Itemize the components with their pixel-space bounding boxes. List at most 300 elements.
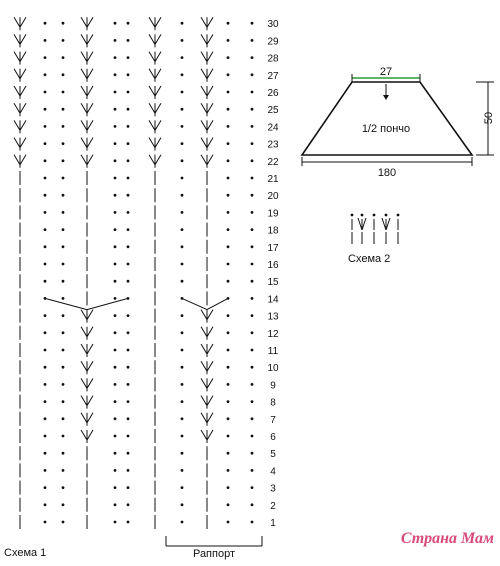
chain-dot	[62, 486, 65, 489]
fan-stitch	[14, 17, 20, 27]
chain-dot	[114, 39, 117, 42]
chain-dot	[251, 125, 254, 128]
fan-stitch	[14, 155, 20, 165]
chain-dot	[251, 73, 254, 76]
row-number: 30	[267, 19, 279, 31]
chain-dot	[127, 263, 130, 266]
chain-dot	[127, 435, 130, 438]
fan-stitch	[149, 17, 155, 27]
chain-dot	[181, 263, 184, 266]
chain-dot	[127, 280, 130, 283]
chain-dot	[62, 245, 65, 248]
row-number: 16	[267, 260, 279, 271]
chain-dot	[62, 417, 65, 420]
poncho-label: 1/2 пончо	[361, 123, 411, 135]
chain-dot	[44, 263, 47, 266]
fan-stitch	[81, 344, 87, 354]
fan-stitch	[201, 310, 207, 320]
row-number: 29	[267, 36, 279, 48]
chain-dot	[127, 22, 130, 25]
chain-dot	[44, 383, 47, 386]
chain-dot	[227, 125, 230, 128]
chain-dot	[44, 452, 47, 455]
fan-stitch	[20, 52, 26, 62]
fan-stitch	[207, 69, 213, 79]
chain-dot	[62, 314, 65, 317]
fan-stitch	[87, 378, 93, 388]
chain-dot	[227, 263, 230, 266]
fan-stitch	[149, 138, 155, 148]
chain-dot	[44, 142, 47, 145]
fan-stitch	[155, 17, 161, 27]
chain-dot	[227, 159, 230, 162]
row-number: 3	[270, 483, 276, 495]
fan-stitch	[207, 344, 213, 354]
v-join-line	[45, 298, 87, 309]
chain-dot	[44, 417, 47, 420]
chain-dot	[181, 503, 184, 506]
chain-dot	[62, 297, 65, 300]
fan-stitch	[14, 69, 20, 79]
chain-dot	[251, 331, 254, 334]
fan-stitch	[87, 396, 93, 406]
row-number: 11	[267, 346, 279, 357]
chain-dot	[127, 366, 130, 369]
chain-dot	[114, 177, 117, 180]
chain-dot	[114, 314, 117, 317]
chain-dot	[181, 211, 184, 214]
fan-stitch	[155, 138, 161, 148]
fan-stitch	[87, 120, 93, 130]
chain-dot	[181, 22, 184, 25]
chain-dot	[62, 73, 65, 76]
chain-dot	[114, 142, 117, 145]
chain-dot	[44, 521, 47, 524]
chain-dot	[114, 22, 117, 25]
fan-stitch	[149, 52, 155, 62]
chain-dot	[127, 503, 130, 506]
fan-stitch	[201, 120, 207, 130]
chain-dot	[44, 211, 47, 214]
chain-dot	[227, 383, 230, 386]
chain-dot	[44, 366, 47, 369]
chain-dot	[127, 469, 130, 472]
chain-dot	[181, 469, 184, 472]
chain-dot	[44, 280, 47, 283]
fan-stitch	[201, 86, 207, 96]
fan-stitch	[207, 413, 213, 423]
fan-stitch	[87, 344, 93, 354]
chain-dot	[114, 245, 117, 248]
row-number: 8	[270, 397, 276, 409]
chain-dot	[44, 349, 47, 352]
row-number: 7	[270, 414, 276, 426]
fan-stitch	[81, 327, 87, 337]
fan-stitch	[358, 218, 362, 230]
fan-stitch	[155, 52, 161, 62]
row-number: 27	[267, 70, 279, 82]
chain-dot	[181, 383, 184, 386]
fan-stitch	[201, 413, 207, 423]
fan-stitch	[149, 103, 155, 113]
fan-stitch	[201, 378, 207, 388]
chain-dot	[227, 142, 230, 145]
fan-stitch	[201, 52, 207, 62]
chain-dot	[62, 194, 65, 197]
chain-dot	[114, 521, 117, 524]
chain-dot	[251, 486, 254, 489]
watermark-logo: Страна Мам	[400, 530, 494, 547]
chain-dot	[127, 400, 130, 403]
chain-dot	[127, 417, 130, 420]
chain-dot	[181, 349, 184, 352]
chain-dot	[227, 194, 230, 197]
chain-dot	[127, 125, 130, 128]
chain-dot	[127, 39, 130, 42]
scheme1-title: Схема 1	[4, 547, 47, 559]
chain-dot	[114, 280, 117, 283]
chain-dot	[127, 245, 130, 248]
row-number: 25	[267, 105, 279, 117]
chain-dot	[62, 469, 65, 472]
chain-dot	[227, 366, 230, 369]
chain-dot	[62, 263, 65, 266]
fan-stitch	[207, 310, 213, 320]
fan-stitch	[386, 218, 390, 230]
scheme1-chart	[14, 17, 253, 529]
chain-dot	[62, 400, 65, 403]
chain-dot	[127, 383, 130, 386]
fan-stitch	[201, 430, 207, 440]
chain-dot	[251, 383, 254, 386]
fan-stitch	[81, 103, 87, 113]
chain-dot	[44, 331, 47, 334]
chain-dot	[44, 228, 47, 231]
chain-dot	[227, 400, 230, 403]
chain-dot	[227, 314, 230, 317]
fan-stitch	[81, 138, 87, 148]
fan-stitch	[149, 86, 155, 96]
bottom-width-label: 180	[377, 167, 397, 179]
chain-dot	[127, 521, 130, 524]
chain-dot	[227, 521, 230, 524]
fan-stitch	[207, 361, 213, 371]
chain-dot	[44, 486, 47, 489]
chain-dot	[361, 214, 364, 217]
chain-dot	[44, 314, 47, 317]
chain-dot	[127, 194, 130, 197]
chain-dot	[44, 245, 47, 248]
fan-stitch	[155, 103, 161, 113]
fan-stitch	[207, 138, 213, 148]
fan-stitch	[20, 86, 26, 96]
fan-stitch	[201, 155, 207, 165]
chain-dot	[251, 314, 254, 317]
chain-dot	[227, 452, 230, 455]
fan-stitch	[87, 310, 93, 320]
poncho-trapezoid	[302, 82, 472, 155]
chain-dot	[127, 314, 130, 317]
chain-dot	[351, 214, 354, 217]
fan-stitch	[14, 86, 20, 96]
chain-dot	[181, 521, 184, 524]
row-number: 19	[267, 208, 279, 220]
chain-dot	[227, 177, 230, 180]
fan-stitch	[87, 155, 93, 165]
fan-stitch	[81, 361, 87, 371]
chain-dot	[251, 435, 254, 438]
fan-stitch	[207, 120, 213, 130]
fan-stitch	[87, 17, 93, 27]
chain-dot	[251, 349, 254, 352]
chain-dot	[251, 177, 254, 180]
fan-stitch	[81, 378, 87, 388]
row-number: 17	[267, 242, 279, 254]
chain-dot	[251, 469, 254, 472]
fan-stitch	[155, 120, 161, 130]
repeat-label: Раппорт	[192, 548, 236, 561]
fan-stitch	[201, 103, 207, 113]
chain-dot	[251, 417, 254, 420]
chain-dot	[62, 159, 65, 162]
chain-dot	[227, 211, 230, 214]
chain-dot	[181, 108, 184, 111]
chain-dot	[114, 469, 117, 472]
repeat-bracket	[166, 536, 262, 560]
fan-stitch	[81, 52, 87, 62]
chain-dot	[62, 383, 65, 386]
fan-stitch	[87, 327, 93, 337]
fan-stitch	[201, 17, 207, 27]
chain-dot	[251, 211, 254, 214]
chain-dot	[127, 228, 130, 231]
fan-stitch	[87, 413, 93, 423]
row-number-column	[267, 19, 279, 529]
chain-dot	[114, 108, 117, 111]
row-number: 2	[270, 500, 276, 512]
chain-dot	[251, 159, 254, 162]
fan-stitch	[207, 34, 213, 44]
chain-dot	[181, 56, 184, 59]
chain-dot	[44, 73, 47, 76]
fan-stitch	[14, 103, 20, 113]
fan-stitch	[87, 430, 93, 440]
chain-dot	[127, 73, 130, 76]
fan-stitch	[81, 430, 87, 440]
chain-dot	[44, 435, 47, 438]
chain-dot	[181, 452, 184, 455]
chain-dot	[62, 503, 65, 506]
chain-dot	[114, 125, 117, 128]
chain-dot	[44, 177, 47, 180]
row-number: 4	[270, 466, 276, 478]
chain-dot	[227, 91, 230, 94]
chain-dot	[181, 125, 184, 128]
chain-dot	[181, 194, 184, 197]
row-number: 18	[267, 225, 279, 237]
chain-dot	[62, 435, 65, 438]
chain-dot	[114, 417, 117, 420]
chain-dot	[373, 214, 376, 217]
row-number: 20	[267, 191, 279, 203]
fan-stitch	[155, 155, 161, 165]
fan-stitch	[87, 86, 93, 96]
chain-dot	[62, 22, 65, 25]
chain-dot	[127, 177, 130, 180]
row-number: 21	[267, 174, 279, 185]
fan-stitch	[87, 361, 93, 371]
chain-dot	[114, 400, 117, 403]
chain-dot	[114, 486, 117, 489]
fan-stitch	[149, 120, 155, 130]
v-join-line	[207, 298, 228, 309]
fan-stitch	[81, 17, 87, 27]
fan-stitch	[201, 138, 207, 148]
row-number: 15	[267, 277, 279, 289]
chain-dot	[114, 452, 117, 455]
fan-stitch	[207, 396, 213, 406]
chain-dot	[62, 39, 65, 42]
chain-dot	[251, 452, 254, 455]
chain-dot	[227, 56, 230, 59]
fan-stitch	[201, 69, 207, 79]
chain-dot	[181, 280, 184, 283]
chain-dot	[251, 194, 254, 197]
chain-dot	[397, 214, 400, 217]
v-join-line	[87, 298, 128, 309]
chain-dot	[181, 314, 184, 317]
chain-dot	[181, 142, 184, 145]
chain-dot	[62, 228, 65, 231]
row-number: 22	[267, 156, 279, 168]
chain-dot	[44, 194, 47, 197]
row-number: 24	[267, 122, 279, 134]
chain-dot	[251, 91, 254, 94]
chain-dot	[62, 56, 65, 59]
chain-dot	[181, 177, 184, 180]
chain-dot	[114, 263, 117, 266]
fan-stitch	[81, 396, 87, 406]
fan-stitch	[207, 378, 213, 388]
chain-dot	[62, 349, 65, 352]
row-number: 13	[267, 311, 279, 323]
chain-dot	[181, 486, 184, 489]
chain-dot	[127, 159, 130, 162]
chain-dot	[227, 331, 230, 334]
chain-dot	[62, 142, 65, 145]
chain-dot	[62, 521, 65, 524]
chain-dot	[385, 214, 388, 217]
chain-dot	[227, 503, 230, 506]
chain-dot	[181, 159, 184, 162]
fan-stitch	[81, 310, 87, 320]
chain-dot	[181, 228, 184, 231]
fan-stitch	[20, 103, 26, 113]
chain-dot	[62, 331, 65, 334]
fan-stitch	[87, 34, 93, 44]
fan-stitch	[20, 34, 26, 44]
fan-stitch	[207, 430, 213, 440]
fan-stitch	[149, 34, 155, 44]
chain-dot	[114, 56, 117, 59]
fan-stitch	[201, 344, 207, 354]
chain-dot	[62, 366, 65, 369]
fan-stitch	[362, 218, 366, 230]
row-number: 14	[267, 294, 279, 306]
chain-dot	[62, 452, 65, 455]
chain-dot	[181, 417, 184, 420]
fan-stitch	[207, 327, 213, 337]
fan-stitch	[87, 138, 93, 148]
fan-stitch	[207, 52, 213, 62]
chain-dot	[44, 56, 47, 59]
row-number: 23	[267, 139, 279, 151]
chain-dot	[62, 91, 65, 94]
chain-dot	[181, 91, 184, 94]
fan-stitch	[20, 17, 26, 27]
scheme2-title: Схема 2	[348, 253, 391, 265]
fan-stitch	[20, 69, 26, 79]
chain-dot	[181, 39, 184, 42]
row-number: 1	[270, 518, 276, 529]
chain-dot	[181, 331, 184, 334]
chain-dot	[114, 211, 117, 214]
chain-dot	[227, 417, 230, 420]
fan-stitch	[14, 34, 20, 44]
chain-dot	[114, 73, 117, 76]
chain-dot	[127, 331, 130, 334]
chain-dot	[114, 297, 117, 300]
chain-dot	[114, 435, 117, 438]
chain-dot	[62, 108, 65, 111]
fan-stitch	[155, 86, 161, 96]
chain-dot	[44, 159, 47, 162]
chain-dot	[62, 177, 65, 180]
chain-dot	[227, 73, 230, 76]
chain-dot	[44, 125, 47, 128]
poncho-pattern	[302, 66, 495, 179]
chain-dot	[114, 159, 117, 162]
chain-dot	[44, 39, 47, 42]
chain-dot	[227, 108, 230, 111]
chain-dot	[114, 366, 117, 369]
row-number: 9	[270, 380, 276, 392]
chain-dot	[181, 245, 184, 248]
chain-dot	[227, 245, 230, 248]
fan-stitch	[207, 155, 213, 165]
fan-stitch	[81, 86, 87, 96]
fan-stitch	[81, 155, 87, 165]
scheme2-chart	[351, 214, 400, 244]
chain-dot	[127, 91, 130, 94]
chain-dot	[227, 280, 230, 283]
fan-stitch	[14, 52, 20, 62]
chain-dot	[227, 349, 230, 352]
v-join-line	[182, 298, 207, 309]
chain-dot	[114, 383, 117, 386]
chain-dot	[127, 142, 130, 145]
chain-dot	[251, 280, 254, 283]
chain-dot	[62, 211, 65, 214]
chain-dot	[227, 486, 230, 489]
fan-stitch	[201, 396, 207, 406]
chain-dot	[181, 366, 184, 369]
chain-dot	[44, 108, 47, 111]
chain-dot	[62, 125, 65, 128]
chain-dot	[127, 211, 130, 214]
chain-dot	[251, 503, 254, 506]
chain-dot	[251, 521, 254, 524]
